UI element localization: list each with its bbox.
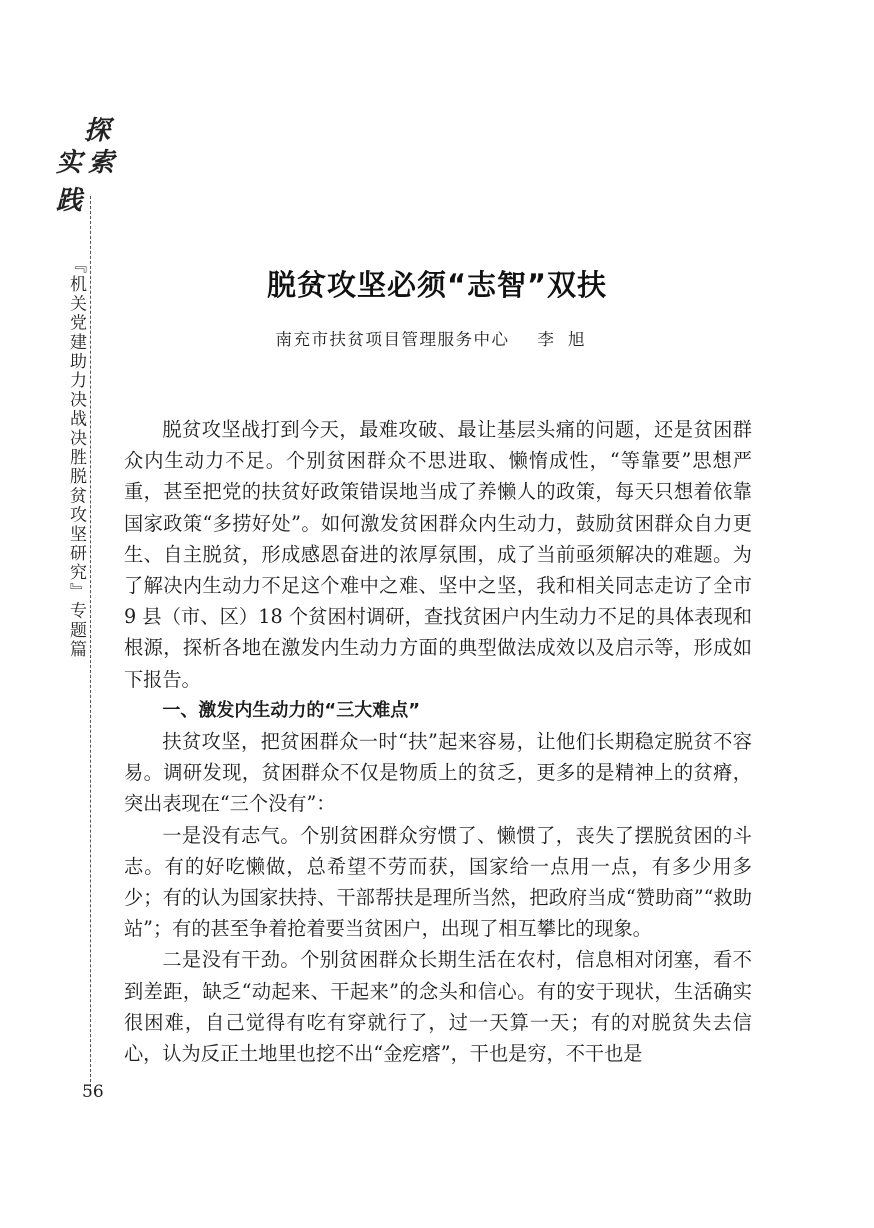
body-paragraph: 扶贫攻坚，把贫困群众一时“扶”起来容易，让他们长期稳定脱贫不容易。调研发现，贫困群众不仅是物质上的贫乏，更多的是精神上的贫瘠，突出表现在“三个没有”： <box>124 730 752 816</box>
vertical-section-title: 『机关党建助力决战决胜脱贫攻坚研究』专题篇 <box>66 256 86 660</box>
page-number: 56 <box>82 1082 104 1102</box>
logo-char: 践 <box>56 186 83 216</box>
article-title: 脱贫攻坚必须“志智”双扶 <box>266 268 608 303</box>
body-paragraph: 二是没有干劲。个别贫困群众长期生活在农村，信息相对闭塞，看不到差距，缺乏“动起来、干起来”的念头和信心。有的安于现状，生活确实很困难，自己觉得有吃有穿就行了，过一天算一天；有的对脱贫失去信心，认为反正土地里也挖不出“金疙瘩”，干也是穷，不干也是 <box>124 948 752 1066</box>
body-paragraph: 脱贫攻坚战打到今天，最难攻破、最让基层头痛的问题，还是贫困群众内生动力不足。个别贫困群众不思进取、懒惰成性，“等靠要”思想严重，甚至把党的扶贫好政策错误地当成了养懒人的政策，每天只想着依靠国家政策“多捞好处”。如何激发贫困群众内生动力，鼓励贫困群众自力更生、自主脱贫，形成感恩奋进的浓厚氛围，成了当前亟须解决的难题。为了解决内生动力不足这个难中之难、坚中之坚，我和相关同志走访了全市 9 县（市、区）18 个贫困村调研，查找贫困户内生动力不足的具体表现和根源，探析各地在激发内生动力方面的典型做法成效以及启示等，形成如下报告。 <box>124 418 752 691</box>
author-organization: 南充市扶贫项目管理服务中心 <box>275 330 510 349</box>
logo-char: 索 <box>88 148 115 178</box>
author-line <box>0 326 874 350</box>
body-paragraph: 一是没有志气。个别贫困群众穷惯了、懒惯了，丧失了摆脱贫困的斗志。有的好吃懒做，总希望不劳而获，国家给一点用一点，有多少用多少；有的认为国家扶持、干部帮扶是理所当然，把政府当成“赞助商”“救助站”；有的甚至争着抢着要当贫困户，出现了相互攀比的现象。 <box>124 823 752 941</box>
logo-char: 实 <box>56 148 83 178</box>
author-name: 李旭 <box>537 330 599 349</box>
section-heading: 一、激发内生动力的“三大难点” <box>162 699 421 721</box>
section-logo <box>52 118 116 230</box>
logo-char: 探 <box>84 116 111 146</box>
article-body <box>124 414 752 1069</box>
